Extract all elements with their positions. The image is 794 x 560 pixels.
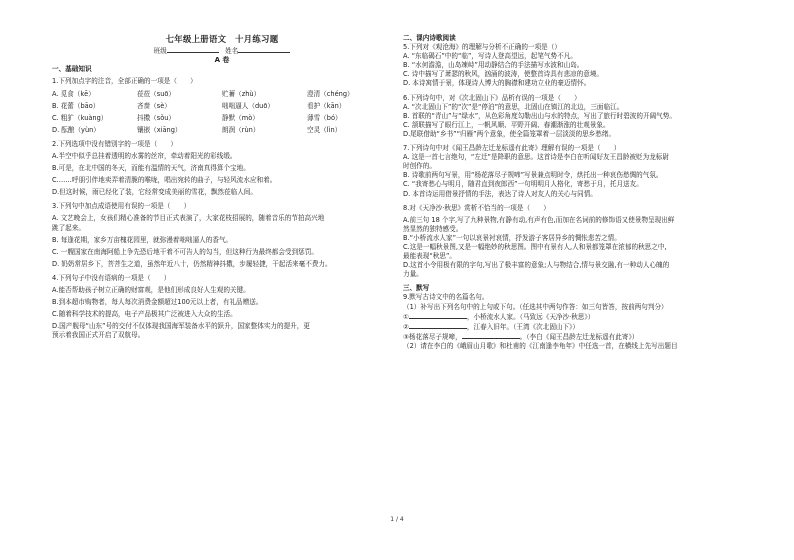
option: 莅莅（suō） (137, 89, 176, 98)
option-continuation: 然显然的独特感受。 (403, 224, 463, 233)
option: D.国产舰母“山东”号的交付不仅体现我国海军装备水平的跃升，国家整体实力的提升，更 (52, 322, 310, 331)
volume-heading: A 卷 (214, 55, 230, 64)
option: 贮蓄（zhù） (222, 89, 261, 98)
option: 薄雪（bó） (307, 113, 342, 122)
option: D. 奶奶常居乡下，菩菩生之道，虽然年近八十，仍然精神抖擞，步履轻捷，干起活来毫不费力。 (52, 259, 332, 268)
answer-blank[interactable] (462, 332, 520, 339)
option: A.能否帮助孩子树立正确的财富观，是他们形成良好人生观的关键。 (52, 286, 250, 295)
question-stem: 5.下列对《观沧海》的理解与分析不正确的一项是（） (403, 43, 561, 52)
name-label: 姓名 (225, 46, 239, 55)
option: 静默（mò） (222, 113, 259, 122)
option: 镶嵌（xiāng） (137, 125, 182, 134)
option: A. 觅食（kē） (52, 89, 95, 98)
question-stem: 6.下列诗句中，对《次北固山下》品析有误的一项是（ ） (403, 93, 581, 102)
question-stem: 1.下列加点字的注音，全部正确的一项是（ ） (52, 77, 197, 86)
option-row (52, 90, 392, 99)
option: D. 本首诗运用借景抒情的手法，表达了诗人对友人的关心与同情。 (403, 189, 597, 198)
option: B. 花蕾（bāo） (52, 101, 100, 110)
option: C. 一艘国家在南海阿船上争先恐后地干着不可告人的勾当，但这种行为最终都会受到惩罚。 (52, 247, 318, 256)
section-heading: 三、默写 (403, 284, 430, 293)
option: B. 每逢花期，家乡万亩槐花园里，就弥漫着咄咄逼人的香气。 (52, 235, 233, 244)
option: C.……呼朋引伴地卖弄着清脆的喉咙，唱出宛转的曲子，与轻风流水应和着。 (52, 176, 277, 185)
section-heading: 二、课内诗歌阅读 (403, 34, 456, 42)
option: C.这是一幅秋景图,又是一幅绝妙的秋思图。图中有景有人,人和景都笼罩在浓郁的秋思之中, (403, 242, 667, 251)
option: D. 酝酿（yùn） (52, 125, 100, 134)
option: 澄清（chéng） (307, 89, 354, 98)
option: 吝啬（sè） (137, 101, 171, 110)
fill-line-text: ，江春入旧年。（王湾《次北固山下》） (466, 322, 580, 331)
question-stem: 3.下列句中加点成语使用有误的一项是（ ） (52, 202, 191, 211)
sub-question: （1）补写出下列名句中的上句或下句。（任选其中两句作答：如三句皆答，按前两句判分） (403, 302, 668, 311)
fill-line-number: ② (403, 322, 409, 331)
class-blank (167, 46, 219, 53)
option: B.到本超市购物者，每人每次消费金额超过100元以上者，有礼品赠送。 (52, 298, 263, 307)
question-stem: 7.下列诗句中对《闻王昌龄左迁龙标遥有此寄》理解有误的一项是（ ） (403, 144, 621, 153)
option: A. 这是一首七言绝句，“左迁”是降职的意思。这首诗是李白在听闻好友王昌龄被贬为龙标尉 (403, 153, 669, 162)
question-stem: 8.对《天净沙·秋思》赏析不恰当的一项是（ ） (403, 203, 550, 212)
question-stem: 9.默写古诗文中的名篇名句。 (403, 293, 489, 302)
page-title: 七年级上册语文 十月练习题 (165, 34, 279, 44)
option-continuation: 力量。 (403, 270, 423, 279)
option: B.可是，在北中国的冬天，而能有温情的天气，济南真得算个宝地。 (52, 164, 250, 173)
option: A.前三句 18 个字,写了九种景物,有静有动,有声有色,而加在名词前的修饰语又使景物呈现出鲜 (403, 215, 675, 224)
option: 看护（kān） (307, 101, 346, 110)
option: A.半空中似乎总挂着透明的水雾的丝帘，牵动着阳光的彩线缎。 (52, 152, 237, 160)
option: 咄咄逼人（duō） (222, 101, 274, 110)
name-blank (238, 46, 290, 53)
left-column (52, 34, 392, 341)
section-heading: 一、基础知识 (52, 65, 92, 74)
class-label: 班级 (153, 46, 167, 55)
right-column (403, 34, 748, 351)
option: 朗润（rùn） (222, 125, 260, 134)
fill-line (403, 332, 748, 342)
option: B. 首联的“青山”与“绿水”，从色彩角度勾勒出山与水的特点，写出了旅行时碧波的开阔气势。 (403, 111, 676, 120)
option: B.“小桥流水人家”一句以哀景衬哀情，抒发游子客居异乡的惆怅悲苦之情。 (403, 233, 621, 242)
option: D.但这时候，雨已经化了装，它经常变成美丽的雪花，飘然莅临人间。 (52, 188, 257, 197)
student-info-line (52, 46, 392, 56)
option-row (52, 126, 392, 135)
fill-line-text: 。（李白《闻王昌龄左迁龙标遥有此寄》） (519, 332, 639, 341)
option: C. 粗犷（kuàng） (52, 113, 108, 122)
page-number: 1 / 4 (390, 516, 404, 523)
fill-line (403, 322, 748, 332)
option-continuation: 最能表现“秋思”。 (403, 252, 456, 261)
option: D.这首小令用极有限的字句,写出了极丰富的意象;人与物结合,情与景交融,有一种动人心魄的 (403, 261, 670, 270)
option: A. “东临碣石”中的“临”，写诗人登高望远，起笔气势不凡。 (403, 52, 577, 61)
answer-blank[interactable] (409, 322, 467, 329)
option: C. 诗中描写了萧瑟的秋风，汹涌的波涛，使整首诗具有悲凉的意境。 (403, 70, 604, 79)
fill-line: ① ，小桥流水人家。（马致远《天净沙·秋思》） (403, 312, 595, 321)
fill-line-text: ，小桥流水人家。（马致远《天净沙·秋思》） (466, 312, 595, 321)
option: 空灵（lìn） (307, 125, 342, 134)
option: D.尾联借助“乡书”“归雁”两个意象，使全篇笼罩着一层淡淡的思乡愁绪。 (403, 129, 616, 138)
answer-blank[interactable] (409, 312, 467, 319)
option: 抖擞（sǒu） (137, 113, 176, 122)
option: D. 本诗寓情于景，体现诗人博大的胸襟和建功立业的豪迈情怀。 (403, 79, 591, 88)
question-stem: 2.下列选项中没有错别字的一项是（ ） (52, 139, 177, 148)
option: A. 文艺晚会上，女孩们精心准备的节目正式表演了，大家花枝招展的，随着音乐的节拍高兴地 (52, 214, 325, 223)
option-row (52, 114, 392, 123)
option: C. 颔联描写了眼行江上，一帆风顺、平野开阔、春潮渐涨的壮观景象。 (403, 120, 610, 129)
option: B. 诗歌前两句写景，用“杨花落尽子规啼”写景兼点明时令，烘托出一种哀伤愁惆的气氛。 (403, 171, 663, 180)
option-continuation: 预示着我国正式开启了双航母。 (52, 331, 145, 340)
option: C.随着科学技术的提高，电子产品极其广泛被进入大众的生活。 (52, 310, 237, 319)
fill-line-text: ③杨花落尽子规啼， (403, 332, 462, 341)
option-continuation: 跳了起来。 (52, 223, 85, 232)
sub-question: （2）请在李白的《峨眉山月歌》和杜甫的《江南逢李龟年》中任选一首，在横线上先写出题目 (403, 341, 678, 350)
question-stem: 4.下列句子中没有语病的一项是（ ） (52, 273, 171, 282)
option-continuation: 时创作的。 (403, 162, 436, 171)
option: C. “我寄愁心与明月，随君直到夜郎西”一句明明月人格化，寄愁于月，托月送友。 (403, 180, 643, 189)
option-row (52, 102, 392, 111)
option: B. “水何澹澹，山岛竦峙”用动静结合的手法描写水波和山岛。 (403, 61, 584, 70)
option: A. “次北固山下”的“次”是“停泊”的意思，北固山在镇江的北边，三面临江。 (403, 102, 624, 111)
